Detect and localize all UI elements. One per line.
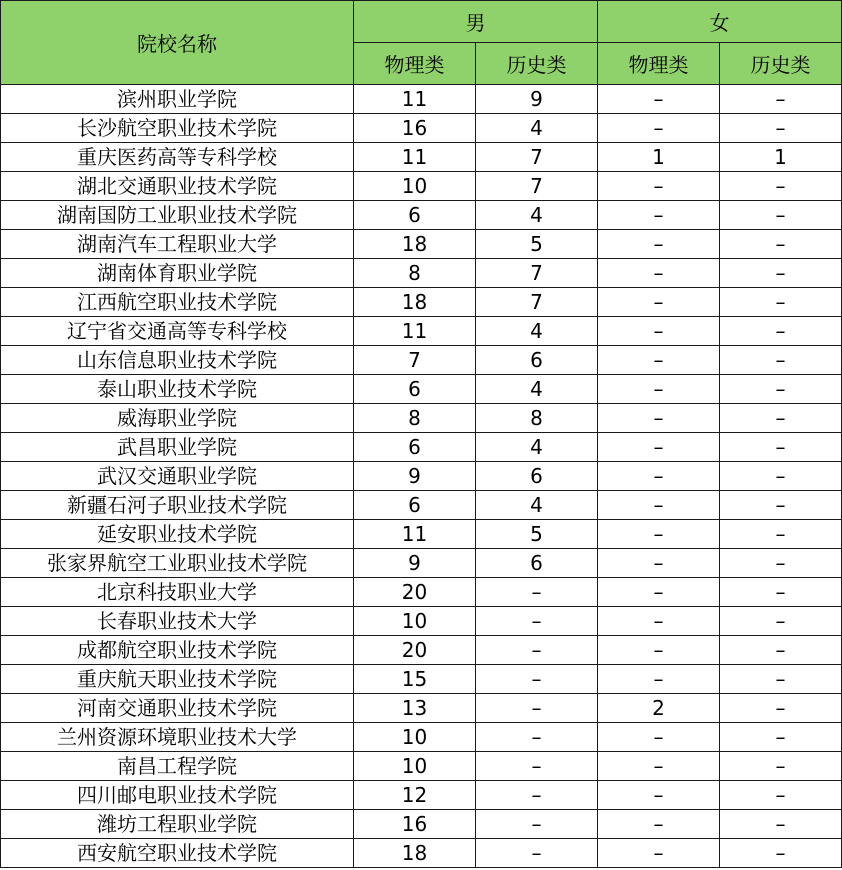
male-physics-cell: 18: [354, 839, 476, 868]
table-row: [1, 172, 842, 201]
table-row: [1, 665, 842, 694]
school-name-cell: 湖南汽车工程职业大学: [1, 230, 354, 259]
female-history-cell: –: [720, 462, 842, 491]
female-history-cell: –: [720, 694, 842, 723]
male-history-cell: –: [476, 607, 598, 636]
male-physics-cell: 6: [354, 375, 476, 404]
male-history-cell: 4: [476, 114, 598, 143]
female-history-cell: –: [720, 201, 842, 230]
table-row: [1, 752, 842, 781]
male-history-cell: 5: [476, 520, 598, 549]
male-physics-cell: 20: [354, 578, 476, 607]
school-name-cell: 北京科技职业大学: [1, 578, 354, 607]
male-history-cell: 7: [476, 259, 598, 288]
school-name-cell: 河南交通职业技术学院: [1, 694, 354, 723]
school-name-cell: 武汉交通职业学院: [1, 462, 354, 491]
female-physics-cell: 2: [598, 694, 720, 723]
male-physics-cell: 11: [354, 317, 476, 346]
school-name-cell: 延安职业技术学院: [1, 520, 354, 549]
male-physics-cell: 7: [354, 346, 476, 375]
header-female-physics: 物理类: [598, 43, 720, 85]
female-history-cell: –: [720, 433, 842, 462]
male-history-cell: 4: [476, 317, 598, 346]
female-history-cell: –: [720, 723, 842, 752]
table-row: [1, 607, 842, 636]
female-physics-cell: –: [598, 114, 720, 143]
male-history-cell: –: [476, 694, 598, 723]
table-row: [1, 462, 842, 491]
table-row: [1, 491, 842, 520]
header-female-history: 历史类: [720, 43, 842, 85]
school-name-cell: 张家界航空工业职业技术学院: [1, 549, 354, 578]
school-name-cell: 湖南体育职业学院: [1, 259, 354, 288]
male-history-cell: 6: [476, 549, 598, 578]
school-name-cell: 南昌工程学院: [1, 752, 354, 781]
male-physics-cell: 16: [354, 810, 476, 839]
male-physics-cell: 6: [354, 433, 476, 462]
header-male: 男: [354, 1, 598, 43]
female-history-cell: –: [720, 288, 842, 317]
male-history-cell: –: [476, 781, 598, 810]
male-physics-cell: 13: [354, 694, 476, 723]
male-history-cell: 5: [476, 230, 598, 259]
table-row: [1, 404, 842, 433]
table-row: [1, 433, 842, 462]
female-history-cell: –: [720, 549, 842, 578]
male-physics-cell: 9: [354, 549, 476, 578]
table-row: [1, 346, 842, 375]
female-physics-cell: –: [598, 636, 720, 665]
school-name-cell: 辽宁省交通高等专科学校: [1, 317, 354, 346]
male-history-cell: 4: [476, 201, 598, 230]
table-row: [1, 230, 842, 259]
male-history-cell: –: [476, 723, 598, 752]
male-history-cell: 4: [476, 375, 598, 404]
male-physics-cell: 10: [354, 723, 476, 752]
table-row: [1, 578, 842, 607]
school-name-cell: 湖南国防工业职业技术学院: [1, 201, 354, 230]
male-physics-cell: 11: [354, 85, 476, 114]
table-row: [1, 201, 842, 230]
school-name-cell: 武昌职业学院: [1, 433, 354, 462]
school-name-cell: 潍坊工程职业学院: [1, 810, 354, 839]
female-history-cell: –: [720, 607, 842, 636]
table-row: [1, 781, 842, 810]
school-name-cell: 湖北交通职业技术学院: [1, 172, 354, 201]
school-name-cell: 重庆航天职业技术学院: [1, 665, 354, 694]
school-name-cell: 四川邮电职业技术学院: [1, 781, 354, 810]
table-row: [1, 839, 842, 868]
table-row: [1, 723, 842, 752]
male-history-cell: 7: [476, 288, 598, 317]
female-physics-cell: –: [598, 172, 720, 201]
school-name-cell: 威海职业学院: [1, 404, 354, 433]
female-physics-cell: –: [598, 346, 720, 375]
female-history-cell: –: [720, 636, 842, 665]
female-history-cell: –: [720, 839, 842, 868]
table-row: [1, 636, 842, 665]
male-history-cell: –: [476, 752, 598, 781]
table-row: [1, 520, 842, 549]
male-history-cell: 4: [476, 491, 598, 520]
table-row: [1, 288, 842, 317]
table-row: [1, 143, 842, 172]
school-name-cell: 长沙航空职业技术学院: [1, 114, 354, 143]
school-name-cell: 成都航空职业技术学院: [1, 636, 354, 665]
male-history-cell: 7: [476, 143, 598, 172]
table-row: [1, 375, 842, 404]
school-name-cell: 泰山职业技术学院: [1, 375, 354, 404]
school-name-cell: 滨州职业学院: [1, 85, 354, 114]
male-history-cell: 6: [476, 346, 598, 375]
table-row: [1, 694, 842, 723]
male-physics-cell: 12: [354, 781, 476, 810]
female-history-cell: –: [720, 230, 842, 259]
female-physics-cell: –: [598, 549, 720, 578]
female-physics-cell: –: [598, 752, 720, 781]
header-male-history: 历史类: [476, 43, 598, 85]
male-physics-cell: 11: [354, 520, 476, 549]
male-physics-cell: 8: [354, 259, 476, 288]
school-name-cell: 江西航空职业技术学院: [1, 288, 354, 317]
female-history-cell: –: [720, 781, 842, 810]
female-physics-cell: –: [598, 578, 720, 607]
school-name-cell: 新疆石河子职业技术学院: [1, 491, 354, 520]
female-history-cell: –: [720, 665, 842, 694]
female-physics-cell: –: [598, 201, 720, 230]
female-history-cell: –: [720, 752, 842, 781]
female-physics-cell: –: [598, 665, 720, 694]
female-physics-cell: –: [598, 375, 720, 404]
female-physics-cell: –: [598, 491, 720, 520]
female-physics-cell: –: [598, 85, 720, 114]
male-physics-cell: 6: [354, 491, 476, 520]
male-history-cell: 6: [476, 462, 598, 491]
table-row: [1, 259, 842, 288]
female-physics-cell: –: [598, 520, 720, 549]
female-history-cell: –: [720, 114, 842, 143]
male-physics-cell: 18: [354, 288, 476, 317]
female-physics-cell: –: [598, 810, 720, 839]
male-physics-cell: 10: [354, 172, 476, 201]
male-physics-cell: 11: [354, 143, 476, 172]
table-header: [1, 1, 842, 85]
table-row: [1, 317, 842, 346]
table-body: [1, 85, 842, 868]
female-history-cell: –: [720, 491, 842, 520]
female-physics-cell: –: [598, 433, 720, 462]
male-physics-cell: 16: [354, 114, 476, 143]
male-physics-cell: 20: [354, 636, 476, 665]
male-physics-cell: 10: [354, 752, 476, 781]
male-history-cell: 7: [476, 172, 598, 201]
female-history-cell: –: [720, 810, 842, 839]
female-history-cell: –: [720, 85, 842, 114]
female-physics-cell: –: [598, 404, 720, 433]
male-history-cell: –: [476, 578, 598, 607]
female-history-cell: –: [720, 520, 842, 549]
male-history-cell: –: [476, 665, 598, 694]
table-row: [1, 114, 842, 143]
female-physics-cell: –: [598, 259, 720, 288]
school-name-cell: 兰州资源环境职业技术大学: [1, 723, 354, 752]
male-physics-cell: 9: [354, 462, 476, 491]
female-physics-cell: 1: [598, 143, 720, 172]
male-physics-cell: 8: [354, 404, 476, 433]
female-physics-cell: –: [598, 288, 720, 317]
male-history-cell: –: [476, 810, 598, 839]
header-male-physics: 物理类: [354, 43, 476, 85]
school-name-cell: 山东信息职业技术学院: [1, 346, 354, 375]
female-physics-cell: –: [598, 607, 720, 636]
female-physics-cell: –: [598, 781, 720, 810]
female-history-cell: –: [720, 375, 842, 404]
male-history-cell: 4: [476, 433, 598, 462]
school-name-cell: 重庆医药高等专科学校: [1, 143, 354, 172]
male-history-cell: –: [476, 636, 598, 665]
female-history-cell: –: [720, 172, 842, 201]
table-row: [1, 549, 842, 578]
female-physics-cell: –: [598, 230, 720, 259]
male-physics-cell: 10: [354, 607, 476, 636]
female-physics-cell: –: [598, 723, 720, 752]
header-school-name: 院校名称: [1, 1, 354, 85]
female-history-cell: –: [720, 578, 842, 607]
header-female: 女: [598, 1, 842, 43]
female-physics-cell: –: [598, 839, 720, 868]
table-row: [1, 810, 842, 839]
male-history-cell: 8: [476, 404, 598, 433]
female-history-cell: 1: [720, 143, 842, 172]
male-physics-cell: 6: [354, 201, 476, 230]
female-physics-cell: –: [598, 317, 720, 346]
school-name-cell: 西安航空职业技术学院: [1, 839, 354, 868]
female-history-cell: –: [720, 404, 842, 433]
male-history-cell: –: [476, 839, 598, 868]
female-history-cell: –: [720, 346, 842, 375]
male-history-cell: 9: [476, 85, 598, 114]
school-name-cell: 长春职业技术大学: [1, 607, 354, 636]
table-row: [1, 85, 842, 114]
male-physics-cell: 15: [354, 665, 476, 694]
female-physics-cell: –: [598, 462, 720, 491]
male-physics-cell: 18: [354, 230, 476, 259]
female-history-cell: –: [720, 259, 842, 288]
female-history-cell: –: [720, 317, 842, 346]
